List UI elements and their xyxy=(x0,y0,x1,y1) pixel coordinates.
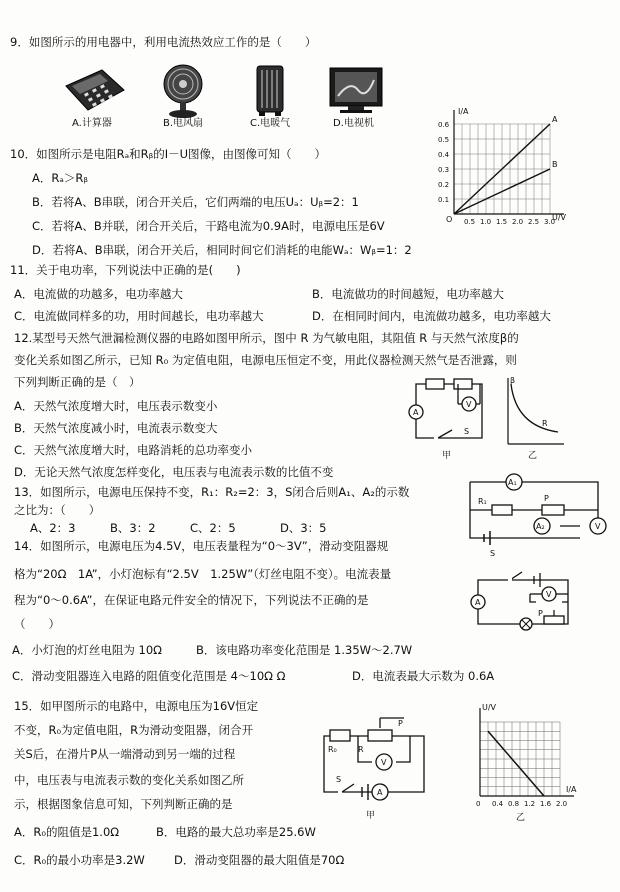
q15-stem-line5: 示，根据图象信息可知，下列判断正确的是 xyxy=(14,797,233,811)
q15-option-a: A．R₀的阻值是1.0Ω xyxy=(14,825,120,839)
q15-label-jia: 甲 xyxy=(366,811,376,821)
q14-ammeter-label: A xyxy=(475,598,481,607)
q13-stem-line2: 之比为：（ ） xyxy=(14,503,101,517)
q9-stem: 9．如图所示的用电器中，利用电流热效应工作的是（ ） xyxy=(10,35,317,49)
q11-option-c: C．电流做同样多的功，用时间越长，电功率越大 xyxy=(14,309,264,323)
q12-label-jia: 甲 xyxy=(442,451,452,461)
i-u-graph xyxy=(430,107,615,230)
q12-option-d: D．无论天然气浓度怎样变化，电压表与电流表示数的比值不变 xyxy=(14,465,334,479)
x-tick-label: 1.2 xyxy=(524,800,536,808)
q12-stem-line2: 变化关系如图乙所示，已知 R₀ 为定值电阻，电源电压恒定不变，用此仪器检测天然气是否泄露，则 xyxy=(14,353,517,367)
q13-switch-label: S xyxy=(490,549,496,558)
q15-stem-line2: 不变，R₀为定值电阻，R为滑动变阻器，闭合开 xyxy=(14,723,254,737)
graph-label-yi: 乙 xyxy=(516,813,526,823)
q14-slider-label: P xyxy=(538,609,543,618)
x-tick-label: 2.0 xyxy=(556,800,568,808)
q13-r1-label: R₁ xyxy=(478,497,487,506)
q14-option-a: A．小灯泡的灯丝电阻为 10Ω xyxy=(12,643,162,657)
y-tick-label: 0.4 xyxy=(438,151,450,159)
q14-stem-line4: （ ） xyxy=(14,617,60,631)
q15-option-d: D．滑动变阻器的最大阻值是70Ω xyxy=(174,853,345,867)
series-line-0 xyxy=(488,731,544,796)
q12-stem-line3: 下列判断正确的是（ ） xyxy=(14,375,141,389)
q13-stem-line1: 13．如图所示，电源电压保持不变，R₁：R₂=2：3，S闭合后则A₁、A₂的示数 xyxy=(14,485,410,499)
q12-axis-beta: β xyxy=(510,376,516,385)
q12-graph-yi xyxy=(498,374,568,460)
q13-voltmeter-label: V xyxy=(595,522,601,531)
q15-ammeter-label: A xyxy=(377,788,383,797)
origin-label: O xyxy=(446,215,453,224)
q13-circuit xyxy=(464,470,614,558)
q11-option-d: D．在相同时间内，电流做功越多，电功率越大 xyxy=(312,309,551,323)
x-tick-label: 0 xyxy=(476,800,481,808)
q13-ammeter-a1: A₁ xyxy=(508,478,517,487)
series-label-B: B xyxy=(552,160,558,169)
x-axis-label: U/V xyxy=(552,213,567,222)
q14-stem-line2: 格为“20Ω 1A”，小灯泡标有“2.5V 1.25W”（灯丝电阻不变）。电流表量 xyxy=(14,567,392,581)
q15-r0-label: R₀ xyxy=(328,745,337,754)
q12-option-b: B．天然气浓度减小时，电流表示数变大 xyxy=(14,421,218,435)
electric-fan-icon xyxy=(160,62,206,118)
x-tick-label: 1.6 xyxy=(540,800,552,808)
x-tick-label: 1.5 xyxy=(496,218,508,226)
q15-option-b: B．电路的最大总功率是25.6W xyxy=(156,825,316,839)
television-icon xyxy=(328,66,384,116)
x-tick-label: 3.0 xyxy=(544,218,556,226)
q15-stem-line4: 中，电压表与电流表示数的变化关系如图乙所 xyxy=(14,773,244,787)
q10-option-c: C．若将A、B并联，闭合开关后，干路电流为0.9A时，电源电压是6V xyxy=(32,219,385,233)
q12-option-c: C．天然气浓度增大时，电路消耗的总功率变小 xyxy=(14,443,253,457)
q15-circuit-jia xyxy=(314,712,440,822)
q14-voltmeter-label: V xyxy=(546,590,552,599)
y-tick-label: 0.3 xyxy=(438,166,450,174)
q9-option-b: B.电风扇 xyxy=(163,118,204,129)
q15-option-c: C．R₀的最小功率是3.2W xyxy=(14,853,145,867)
q11-stem: 11．关于电功率，下列说法中正确的是( ) xyxy=(10,263,241,277)
q14-option-b: B．该电路功率变化范围是 1.35W～2.7W xyxy=(196,643,413,657)
q13-option-d: D、3：5 xyxy=(280,521,327,535)
y-tick-label: 0.2 xyxy=(438,181,450,189)
q15-switch-label: S xyxy=(336,775,342,784)
q12-label-yi: 乙 xyxy=(528,451,538,461)
q12-option-a: A．天然气浓度增大时，电压表示数变小 xyxy=(14,399,218,413)
q14-stem-line1: 14．如图所示，电源电压为4.5V，电压表量程为“0～3V”，滑动变阻器规 xyxy=(14,539,389,553)
x-tick-label: 0.5 xyxy=(464,218,476,226)
q15-stem-line3: 关S后，在滑片P从一端滑动到另一端的过程 xyxy=(14,747,236,761)
q15-r-label: R xyxy=(358,745,364,754)
x-tick-label: 0.8 xyxy=(508,800,520,808)
q15-slider-label: P xyxy=(398,719,403,728)
y-axis-label: I/A xyxy=(458,107,469,116)
q13-ammeter-a2: A₂ xyxy=(536,522,545,531)
y-tick-label: 0.1 xyxy=(438,196,450,204)
y-tick-label: 0.5 xyxy=(438,136,450,144)
q12-stem-line1: 12.某型号天然气泄漏检测仪器的电路如图甲所示，图中 R 为气敏电阻，其阻值 R 与天然气浓度β的 xyxy=(14,331,519,345)
q10-stem: 10．如图所示是电阻Rₐ和Rᵦ的I－U图像，由图像可知（ ） xyxy=(10,147,327,161)
q13-slider-label: P xyxy=(544,494,549,503)
y-tick-label: 0.6 xyxy=(438,121,450,129)
q13-option-a: A、2：3 xyxy=(30,521,76,535)
x-axis-label: I/A xyxy=(566,785,577,794)
q9-option-d: D.电视机 xyxy=(333,118,374,129)
y-axis-label: U/V xyxy=(482,703,497,712)
u-i-graph xyxy=(468,700,588,826)
svg-text:A: A xyxy=(413,408,419,417)
q12-curve-r: R xyxy=(542,419,548,428)
calculator-icon xyxy=(62,64,126,116)
x-tick-label: 0.4 xyxy=(492,800,504,808)
q9-option-c: C.电暖气 xyxy=(250,118,291,129)
q15-stem-line1: 15．如甲图所示的电路中，电源电压为16V恒定 xyxy=(14,699,259,713)
q14-circuit xyxy=(470,566,580,638)
q13-option-c: C、2：5 xyxy=(190,521,236,535)
q12-circuit-jia xyxy=(408,374,494,460)
q11-option-b: B．电流做功的时间越短，电功率越大 xyxy=(312,287,504,301)
series-label-A: A xyxy=(552,115,558,124)
q11-option-a: A．电流做的功越多，电功率越大 xyxy=(14,287,183,301)
svg-text:V: V xyxy=(466,400,472,409)
q15-voltmeter-label: V xyxy=(381,758,387,767)
q12-switch-label: S xyxy=(464,427,470,436)
q10-option-b: B．若将A、B串联，闭合开关后，它们两端的电压Uₐ：Uᵦ=2：1 xyxy=(32,195,359,209)
q14-option-d: D．电流表最大示数为 0.6A xyxy=(352,669,495,683)
electric-heater-icon xyxy=(254,64,286,118)
q10-option-d: D．若将A、B串联，闭合开关后，相同时间它们消耗的电能Wₐ：Wᵦ=1：2 xyxy=(32,243,412,257)
q14-option-c: C．滑动变阻器连入电路的阻值变化范围是 4～10Ω Ω xyxy=(12,669,286,683)
q10-option-a: A．Rₐ＞Rᵦ xyxy=(32,171,88,185)
x-tick-label: 1.0 xyxy=(480,218,492,226)
q13-option-b: B、3：2 xyxy=(110,521,156,535)
x-tick-label: 2.5 xyxy=(528,218,540,226)
q9-option-a: A.计算器 xyxy=(72,118,112,129)
q14-stem-line3: 程为“0～0.6A”，在保证电路元件安全的情况下，下列说法不正确的是 xyxy=(14,593,369,607)
x-tick-label: 2.0 xyxy=(512,218,524,226)
